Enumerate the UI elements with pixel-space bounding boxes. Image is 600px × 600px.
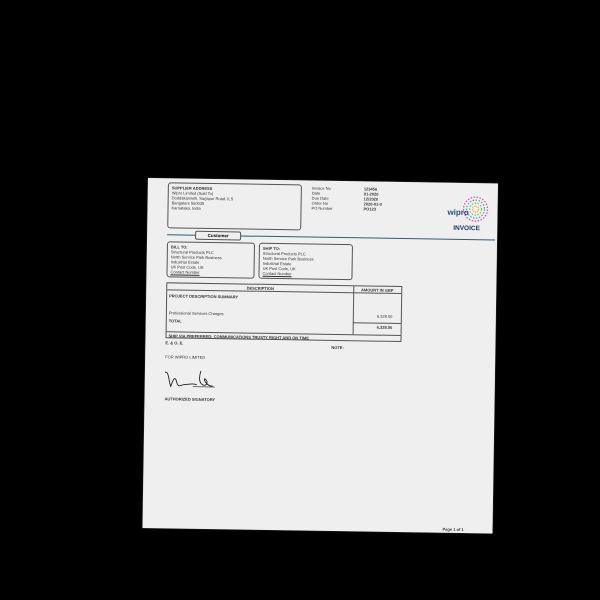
meta-key: Due Date: [311, 195, 329, 201]
bill-to-line: Contact Number: [170, 269, 200, 275]
supplier-line: Doddakannelli, Sarjapur Road, ILS: [171, 195, 234, 202]
meta-value: 12/2020: [363, 196, 379, 202]
line-item-amount: 6,328.00: [376, 313, 393, 319]
total-label: TOTAL: [168, 318, 182, 324]
supplier-line: Bangalore 560035: [171, 200, 205, 206]
meta-key: Date: [311, 190, 321, 196]
supplier-line: Karnataka, India: [171, 205, 201, 211]
ship-to-heading: SHIP TO:: [262, 245, 281, 252]
invoice-meta: [312, 186, 402, 212]
company-signoff: FOR WIPRO LIMITED: [165, 354, 206, 360]
meta-value: 123456: [363, 186, 378, 192]
ship-via-text: SHIP VIA PREFERRED: COMMUNICATIONS TRUSTY RIGHT AND ON TIME: [168, 333, 309, 341]
bill-to-line: Industrial Estate: [170, 259, 200, 265]
meta-value: 2020-01-0: [363, 201, 382, 207]
meta-value: 01-2020: [363, 191, 379, 197]
col-description: DESCRIPTION: [246, 285, 274, 291]
column-divider: [353, 286, 355, 334]
eoe-text: E. & O. E.: [165, 340, 184, 346]
total-amount: 6,328.00: [376, 324, 393, 330]
signature-icon: [163, 366, 219, 391]
logo-text: wipro: [447, 207, 469, 218]
page-number: Page 1 of 1: [442, 526, 464, 533]
ship-to-line: Industrial Estate: [262, 260, 292, 267]
customer-tab: Customer: [195, 231, 241, 241]
meta-key: PO Number: [311, 205, 333, 211]
invoice-table: [165, 282, 402, 342]
ship-to-line: UK Post Code, UK: [262, 265, 296, 272]
meta-key: Invoice No: [311, 185, 331, 191]
line-item-title: PROJECT DESCRIPTION SUMMARY: [169, 293, 239, 300]
bill-to-heading: BILL TO:: [170, 244, 188, 250]
invoice-document: [143, 178, 498, 533]
meta-value: PO123: [363, 206, 377, 212]
supplier-heading: SUPPLIER ADDRESS: [171, 185, 213, 192]
line-item: Professional Services Charges: [168, 310, 224, 317]
ship-to-box: [258, 243, 353, 280]
note-label: NOTE:: [331, 344, 344, 351]
table-header: [167, 283, 401, 294]
ship-to-line: North Service Park Business: [262, 255, 314, 262]
bill-to-line: UK Post Code, UK: [170, 264, 204, 270]
total-divider: [353, 322, 401, 324]
invoice-title: INVOICE: [453, 224, 481, 233]
supplier-address-box: [167, 182, 302, 230]
meta-row: [312, 206, 402, 212]
meta-key: Order No: [311, 200, 329, 206]
bill-to-box: [166, 241, 255, 278]
authorized-signatory: AUTHORIZED SIGNATORY: [164, 396, 216, 403]
bill-to-line: North Service Park Business: [170, 254, 222, 261]
ship-to-line: Contact Number: [262, 270, 292, 277]
supplier-line: Wipro Limited (Sold To): [171, 190, 214, 197]
ship-to-line: Structural Products PLC: [262, 250, 306, 257]
bill-to-line: Structural Products PLC: [170, 249, 214, 256]
col-amount: AMOUNT IN GBP: [360, 287, 394, 293]
